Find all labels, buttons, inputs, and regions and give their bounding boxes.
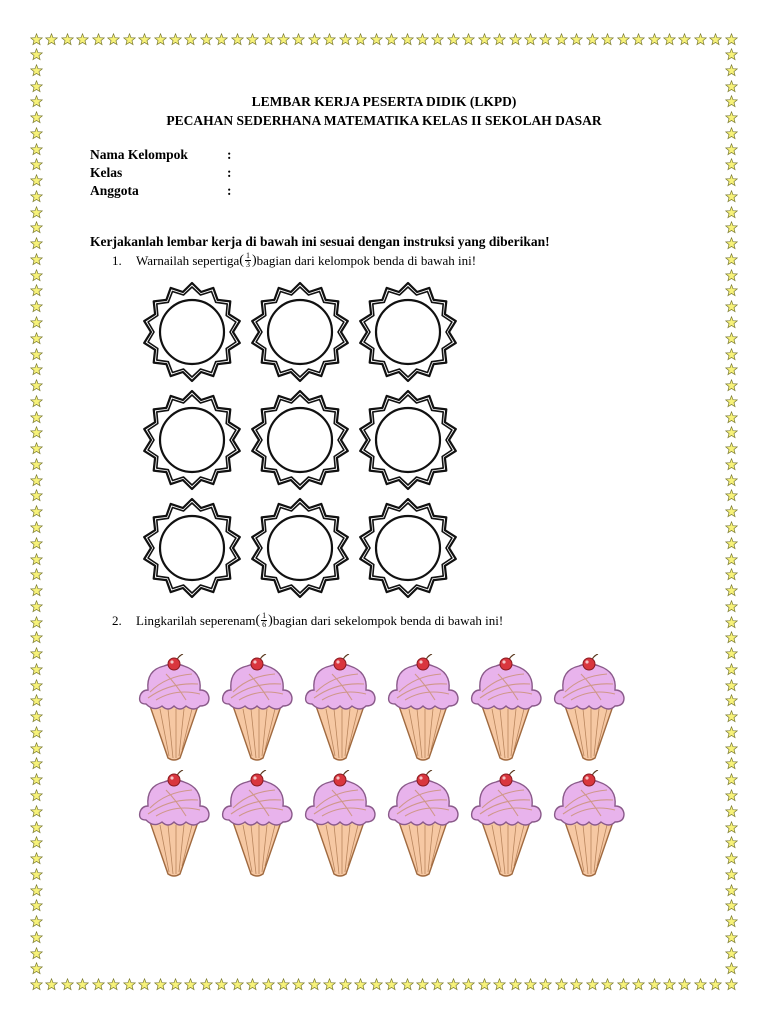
star-icon [200,978,213,991]
star-icon [30,931,43,944]
sun-grid [140,280,460,600]
star-icon [385,978,398,991]
star-icon [462,33,475,46]
ice-cream-item[interactable] [219,654,295,767]
star-icon [30,947,43,960]
star-icon [30,348,43,361]
star-icon [725,694,738,707]
star-icon [30,679,43,692]
star-icon [30,805,43,818]
star-icon [725,584,738,597]
star-icon [725,489,738,502]
star-icon [725,947,738,960]
star-icon [570,33,583,46]
star-icon [30,600,43,613]
star-icon [385,33,398,46]
star-icon [632,33,645,46]
sun-item[interactable] [356,280,460,389]
field-colon: : [227,147,232,162]
sun-outline-icon [248,280,352,384]
star-icon [30,852,43,865]
star-icon [30,836,43,849]
star-icon [617,978,630,991]
instruction-text: Kerjakanlah lembar kerja di bawah ini sesuai dengan instruksi yang diberikan! [90,234,550,249]
star-icon [416,978,429,991]
star-icon [725,174,738,187]
star-icon [30,379,43,392]
star-icon [370,978,383,991]
star-icon [431,33,444,46]
star-icon [30,489,43,502]
star-icon [30,158,43,171]
star-icon [725,64,738,77]
star-icon [725,269,738,282]
star-icon [725,821,738,834]
star-icon [30,253,43,266]
title-line-2: PECAHAN SEDERHANA MATEMATIKA KELAS II SEKOLAH DASAR [166,113,602,128]
star-icon [30,80,43,93]
star-icon [725,411,738,424]
star-icon [725,600,738,613]
star-icon [30,884,43,897]
star-icon [725,836,738,849]
star-icon [725,868,738,881]
star-icon [725,442,738,455]
star-icon [725,757,738,770]
star-icon [107,978,120,991]
ice-cream-item[interactable] [468,770,544,883]
star-border-bottom [30,978,738,991]
star-icon [725,915,738,928]
star-icon [725,426,738,439]
ice-cream-cone-icon [136,770,212,878]
star-icon [30,521,43,534]
ice-cream-cone-icon [385,770,461,878]
sun-outline-icon [356,496,460,600]
star-icon [478,33,491,46]
field-label: Nama Kelompok [90,147,188,162]
ice-cream-item[interactable] [385,654,461,767]
star-icon [725,663,738,676]
question-number: 2. [112,612,122,628]
star-icon [30,616,43,629]
star-icon [725,962,738,975]
star-icon [61,33,74,46]
sun-outline-icon [140,496,244,600]
star-icon [725,348,738,361]
star-icon [30,726,43,739]
star-icon [215,33,228,46]
ice-cream-item[interactable] [468,654,544,767]
star-icon [30,553,43,566]
star-icon [725,521,738,534]
star-icon [539,33,552,46]
star-icon [262,33,275,46]
star-icon [30,363,43,376]
star-icon [725,789,738,802]
sun-outline-icon [140,388,244,492]
star-icon [725,284,738,297]
star-icon [725,363,738,376]
star-icon [30,789,43,802]
ice-cream-cone-icon [551,770,627,878]
star-icon [30,411,43,424]
star-icon [725,537,738,550]
star-icon [30,269,43,282]
ice-cream-item[interactable] [385,770,461,883]
star-icon [30,33,43,46]
star-icon [509,978,522,991]
star-icon [30,442,43,455]
star-icon [586,33,599,46]
star-icon [725,48,738,61]
star-icon [30,773,43,786]
star-icon [447,33,460,46]
star-icon [725,316,738,329]
ice-cream-cone-icon [136,654,212,762]
star-icon [725,647,738,660]
star-icon [45,978,58,991]
ice-cream-cone-icon [219,770,295,878]
star-icon [725,852,738,865]
star-icon [586,978,599,991]
star-icon [725,710,738,723]
star-icon [30,284,43,297]
star-icon [30,48,43,61]
star-border-top [30,33,738,46]
star-icon [648,978,661,991]
star-icon [30,505,43,518]
star-icon [30,710,43,723]
star-icon [169,33,182,46]
ice-cream-item[interactable] [551,654,627,767]
star-border-left [30,48,43,976]
star-icon [725,931,738,944]
star-icon [555,33,568,46]
star-icon [308,33,321,46]
star-icon [30,821,43,834]
star-icon [725,206,738,219]
star-icon [354,978,367,991]
star-icon [431,978,444,991]
star-icon [30,757,43,770]
star-icon [539,978,552,991]
ice-cream-cone-icon [468,770,544,878]
star-icon [462,978,475,991]
star-icon [725,143,738,156]
star-icon [30,868,43,881]
sun-outline-icon [356,280,460,384]
sun-item[interactable] [356,496,460,605]
sun-outline-icon [248,388,352,492]
star-icon [694,33,707,46]
star-icon [30,915,43,928]
star-icon [570,978,583,991]
star-icon [92,33,105,46]
star-icon [30,694,43,707]
star-icon [30,143,43,156]
question-text-before: Warnailah sepertiga [136,252,240,268]
star-icon [416,33,429,46]
field-nama-kelompok [90,146,232,164]
star-icon [725,80,738,93]
star-icon [725,899,738,912]
star-icon [246,978,259,991]
ice-cream-cone-icon [219,654,295,762]
sun-outline-icon [356,388,460,492]
star-icon [323,978,336,991]
star-icon [493,33,506,46]
star-icon [123,33,136,46]
ice-cream-cone-icon [468,654,544,762]
star-icon [509,33,522,46]
star-icon [725,631,738,644]
star-icon [725,190,738,203]
star-icon [648,33,661,46]
star-icon [30,316,43,329]
star-icon [632,978,645,991]
star-icon [30,426,43,439]
star-icon [92,978,105,991]
star-icon [30,174,43,187]
star-icon [138,33,151,46]
star-icon [61,978,74,991]
sun-item[interactable] [140,388,244,497]
question-text-before: Lingkarilah seperenam [136,612,256,628]
star-icon [725,505,738,518]
fraction-numerator: 1 [262,611,267,620]
star-icon [709,33,722,46]
star-icon [292,978,305,991]
star-icon [725,568,738,581]
star-icon [30,663,43,676]
star-icon [339,33,352,46]
star-icon [370,33,383,46]
fraction-numerator: 1 [245,251,250,260]
star-icon [169,978,182,991]
star-icon [601,978,614,991]
star-icon [30,568,43,581]
star-icon [725,158,738,171]
field-colon: : [227,183,232,198]
star-icon [725,773,738,786]
ice-cream-item[interactable] [302,770,378,883]
star-icon [725,553,738,566]
star-icon [725,33,738,46]
star-icon [725,253,738,266]
star-icon [30,190,43,203]
star-icon [725,978,738,991]
star-icon [107,33,120,46]
ice-cream-grid [136,654,630,880]
field-label: Anggota [90,183,139,198]
star-icon [154,33,167,46]
sun-item[interactable] [248,388,352,497]
star-icon [401,33,414,46]
star-icon [524,978,537,991]
star-icon [555,978,568,991]
star-icon [323,33,336,46]
star-icon [184,978,197,991]
star-icon [184,33,197,46]
star-icon [200,33,213,46]
sun-item[interactable] [140,280,244,389]
worksheet-title [0,92,768,130]
star-icon [354,33,367,46]
star-icon [30,962,43,975]
star-icon [277,33,290,46]
star-icon [478,978,491,991]
ice-cream-cone-icon [302,770,378,878]
star-icon [277,978,290,991]
star-icon [725,616,738,629]
star-icon [30,332,43,345]
ice-cream-item[interactable] [136,770,212,883]
star-icon [30,647,43,660]
star-icon [663,978,676,991]
star-icon [30,631,43,644]
ice-cream-cone-icon [302,654,378,762]
star-icon [30,537,43,550]
star-icon [30,474,43,487]
title-line-1: LEMBAR KERJA PESERTA DIDIK (LKPD) [251,94,517,109]
star-icon [123,978,136,991]
star-border-right [725,48,738,976]
star-icon [154,978,167,991]
question-2: 2. Lingkarilah seperenam ( $\frac{1}{6}$ ) bagian dari sekelompok benda di bawah ini! [112,611,504,629]
star-icon [725,300,738,313]
sun-item[interactable] [248,280,352,389]
star-icon [725,884,738,897]
fraction-denominator: 6 [262,620,267,629]
sun-item[interactable] [248,496,352,605]
ice-cream-item[interactable] [302,654,378,767]
star-icon [231,978,244,991]
ice-cream-item[interactable] [219,770,295,883]
star-icon [45,33,58,46]
star-icon [601,33,614,46]
star-icon [30,221,43,234]
star-icon [493,978,506,991]
star-icon [262,978,275,991]
ice-cream-cone-icon [385,654,461,762]
star-icon [30,458,43,471]
fraction-one-sixth [261,612,267,629]
star-icon [709,978,722,991]
star-icon [725,742,738,755]
fraction-denominator: 3 [245,260,250,269]
sun-outline-icon [140,280,244,384]
star-icon [76,978,89,991]
field-colon: : [227,165,232,180]
star-icon [30,64,43,77]
identity-fields [90,146,232,200]
ice-cream-cone-icon [551,654,627,762]
star-icon [30,899,43,912]
star-icon [246,33,259,46]
star-icon [308,978,321,991]
question-1: 1. Warnailah sepertiga ( $\frac{1}{3}$ ) bagian dari kelompok benda di bawah ini! [112,251,477,269]
fraction-one-third [245,252,251,269]
sun-item[interactable] [356,388,460,497]
star-icon [725,679,738,692]
star-icon [401,978,414,991]
question-number: 1. [112,252,122,268]
star-icon [30,206,43,219]
star-icon [339,978,352,991]
question-text-after: bagian dari sekelompok benda di bawah ini! [272,612,504,628]
sun-outline-icon [248,496,352,600]
star-icon [30,584,43,597]
star-icon [725,221,738,234]
star-icon [725,805,738,818]
star-icon [30,300,43,313]
star-icon [30,978,43,991]
star-icon [447,978,460,991]
star-icon [725,474,738,487]
star-icon [725,379,738,392]
star-icon [678,33,691,46]
star-icon [725,395,738,408]
star-icon [138,978,151,991]
question-text-after: bagian dari kelompok benda di bawah ini! [256,252,477,268]
field-anggota [90,182,232,200]
star-icon [694,978,707,991]
star-icon [30,237,43,250]
star-icon [231,33,244,46]
star-icon [725,458,738,471]
star-icon [663,33,676,46]
star-icon [678,978,691,991]
star-icon [725,237,738,250]
star-icon [725,726,738,739]
sun-item[interactable] [140,496,244,605]
star-icon [30,742,43,755]
star-icon [76,33,89,46]
star-icon [524,33,537,46]
star-icon [215,978,228,991]
star-icon [292,33,305,46]
ice-cream-item[interactable] [551,770,627,883]
star-icon [725,332,738,345]
field-kelas [90,164,232,182]
star-icon [30,395,43,408]
field-label: Kelas [90,165,123,180]
star-icon [617,33,630,46]
ice-cream-item[interactable] [136,654,212,767]
